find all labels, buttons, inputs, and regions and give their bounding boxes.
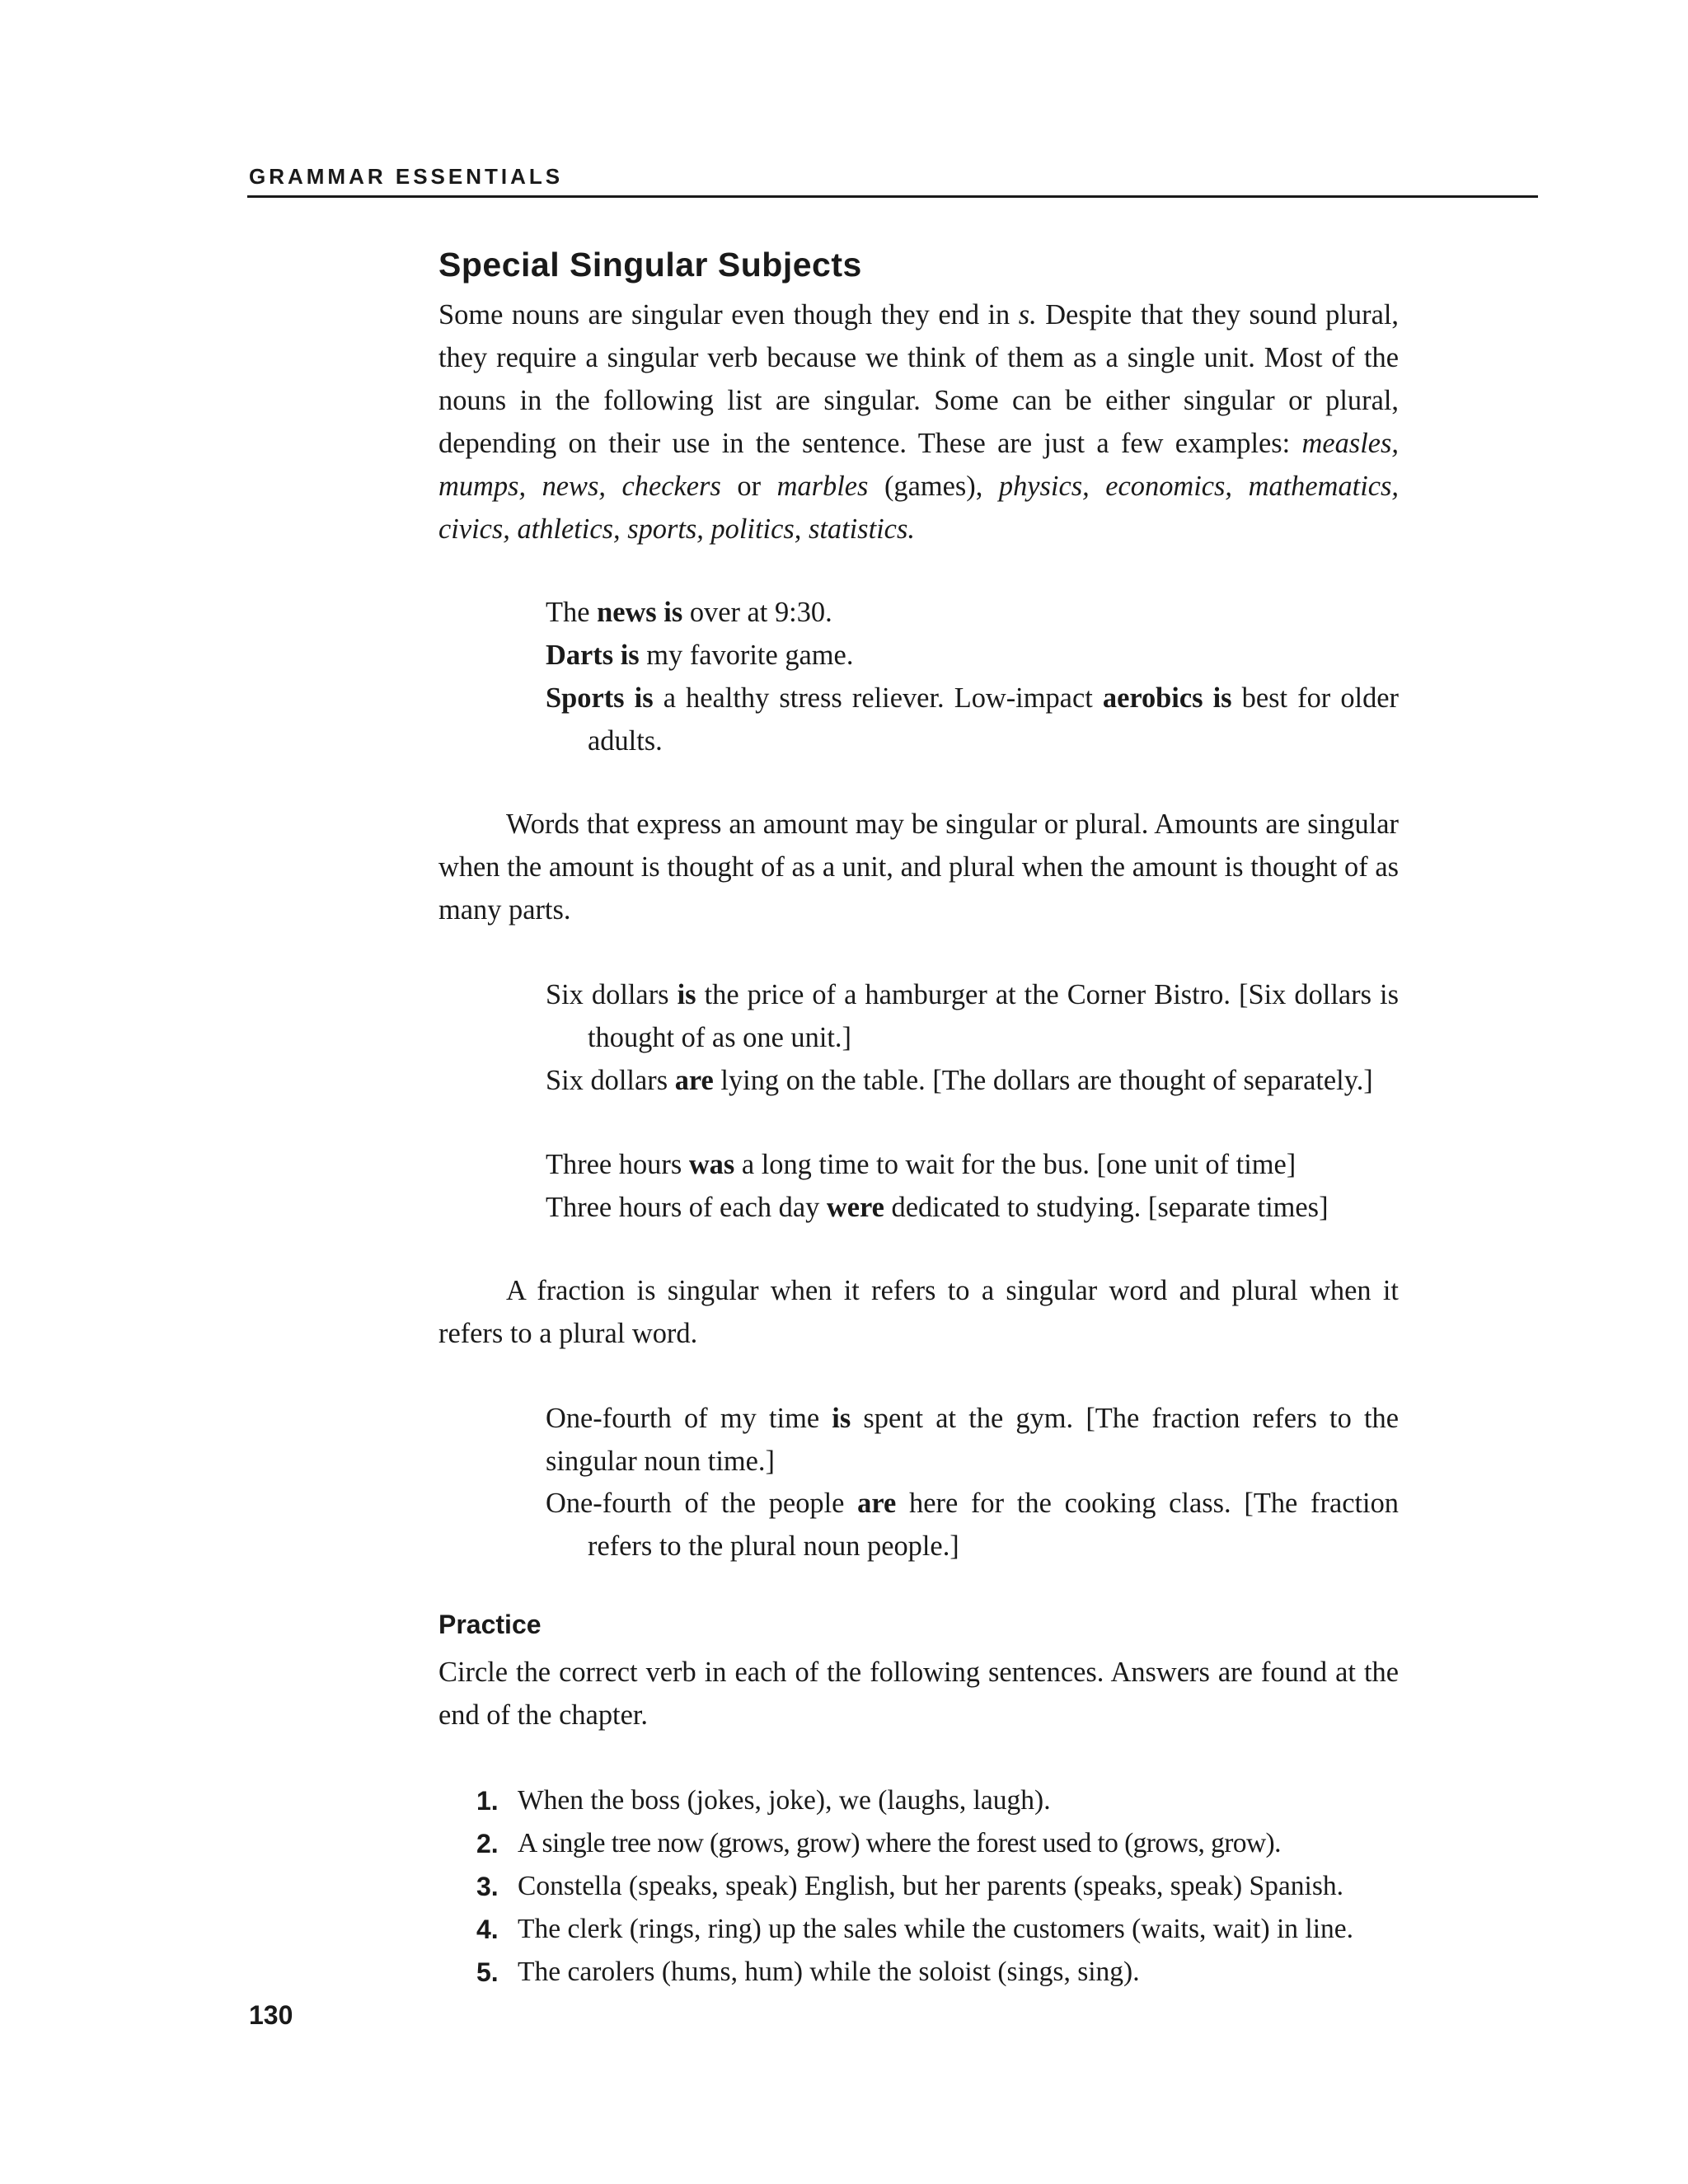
- list-item: [476, 1865, 1353, 1908]
- list-item: [476, 1822, 1353, 1865]
- practice-heading: Practice: [438, 1610, 542, 1639]
- example-sports: Sports is a healthy stress reliever. Low-impact aerobics is best for older adults.: [546, 682, 1399, 757]
- item-number: 2.: [476, 1829, 499, 1858]
- item-text: When the boss (jokes, joke), we (laughs, laugh).: [518, 1785, 1051, 1816]
- example-six-dollars-is: Six dollars is the price of a hamburger at the Corner Bistro. [Six dollars is thought of as one unit.]: [546, 979, 1399, 1053]
- item-number: 1.: [476, 1786, 499, 1816]
- section-title: Special Singular Subjects: [438, 246, 862, 284]
- intro-paragraph: Some nouns are singular even though they end in s. Despite that they sound plural, they require a singular verb because we think of them as a single unit. Most of the nouns in the following list are singular. Some can be either singular or plural, depending on their use in the sentence. These are just a few examples: measles, mumps, news, checkers or marbles (games), physics, economics, mathematics, civics, athletics, sports, politics, statistics.: [438, 299, 1400, 545]
- item-number: 3.: [476, 1872, 499, 1901]
- practice-list: [476, 1779, 1353, 1994]
- item-text: A single tree now (grows, grow) where the forest used to (grows, grow).: [518, 1828, 1281, 1858]
- header-rule: [247, 195, 1538, 198]
- list-item: [476, 1951, 1353, 1994]
- example-darts: Darts is my favorite game.: [546, 640, 854, 671]
- example-fraction-singular: One-fourth of my time is spent at the gym. [The fraction refers to the singular noun time.]: [546, 1403, 1399, 1477]
- example-six-dollars-are: Six dollars are lying on the table. [The dollars are thought of separately.]: [546, 1065, 1373, 1096]
- item-text: The carolers (hums, hum) while the soloist (sings, sing).: [518, 1957, 1140, 1987]
- item-text: Constella (speaks, speak) English, but her parents (speaks, speak) Spanish.: [518, 1871, 1343, 1901]
- list-item: [476, 1779, 1353, 1822]
- amounts-paragraph: Words that express an amount may be singular or plural. Amounts are singular when the amount is thought of as a unit, and plural when the amount is thought of as many parts.: [438, 808, 1399, 926]
- page-number: 130: [249, 2000, 293, 2030]
- practice-instructions: Circle the correct verb in each of the following sentences. Answers are found at the end of the chapter.: [438, 1657, 1399, 1731]
- example-fraction-plural: One-fourth of the people are here for the cooking class. [The fraction refers to the plural noun people.]: [546, 1488, 1399, 1562]
- item-number: 5.: [476, 1957, 499, 1987]
- example-three-hours-were: Three hours of each day were dedicated to studying. [separate times]: [546, 1192, 1329, 1223]
- item-number: 4.: [476, 1915, 499, 1944]
- item-text: The clerk (rings, ring) up the sales while the customers (waits, wait) in line.: [518, 1914, 1354, 1944]
- running-head-title: GRAMMAR ESSENTIALS: [249, 164, 564, 189]
- example-news: The news is over at 9:30.: [546, 597, 832, 628]
- fraction-paragraph: A fraction is singular when it refers to a singular word and plural when it refers to a plural word.: [438, 1275, 1399, 1349]
- list-item: [476, 1908, 1353, 1951]
- example-three-hours-was: Three hours was a long time to wait for the bus. [one unit of time]: [546, 1149, 1296, 1180]
